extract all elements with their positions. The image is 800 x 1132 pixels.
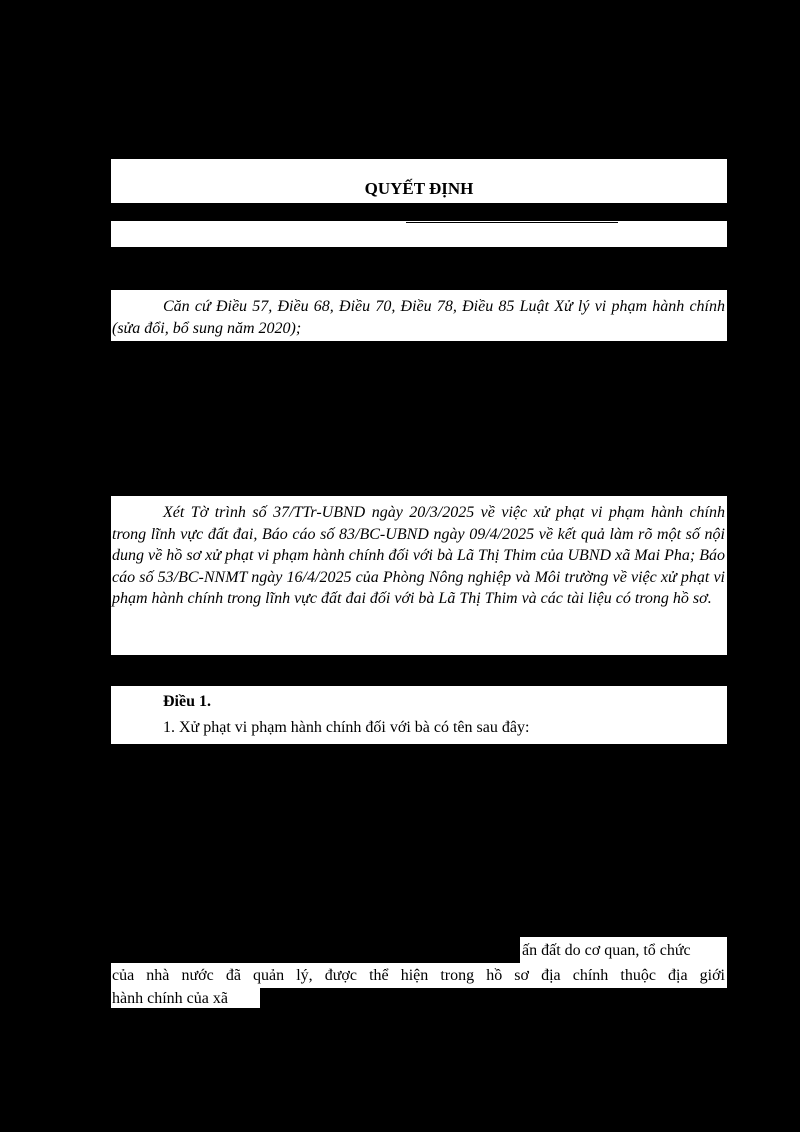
consideration-paragraph: Xét Tờ trình số 37/TTr-UBND ngày 20/3/2025 về việc xử phạt vi phạm hành chính trong lĩnh vực đất đai, Báo cáo số 83/BC-UBND ngày 09/4/2025 về kết quả làm rõ một số nội dung về hồ sơ xử phạt vi phạm hành chính đối với bà Lã Thị Thim của UBND xã Mai Pha; Báo cáo số 53/BC-NNMT ngày 16/4/2025 của Phòng Nông nghiệp và Môi trường về việc xử phạt vi phạm hành chính trong lĩnh vực đất đai đối với bà Lã Thị Thim và các tài liệu có trong hồ sơ.: [112, 504, 725, 607]
decision-title: QUYẾT ĐỊNH: [364, 179, 474, 198]
text-fragment-3: hành chính của xã: [112, 990, 228, 1007]
title-underline: [406, 222, 618, 223]
title-block: [111, 159, 727, 203]
text-fragment-2: của nhà nước đã quản lý, được thể hiện trong hồ sơ địa chính thuộc địa giới: [112, 967, 725, 984]
text-fragment-3-block: [111, 988, 260, 1008]
article-1-heading: Điều 1.: [163, 693, 211, 710]
text-fragment-2-block: [111, 963, 727, 988]
article-1-block: [111, 686, 727, 744]
legal-basis-paragraph-block: [111, 290, 727, 341]
text-fragment-1-block: [520, 937, 727, 963]
legal-basis-paragraph: Căn cứ Điều 57, Điều 68, Điều 70, Điều 78, Điều 85 Luật Xử lý vi phạm hành chính (sửa đổi, bổ sung năm 2020);: [112, 298, 725, 337]
text-fragment-1: ấn đất do cơ quan, tổ chức: [522, 942, 691, 959]
article-1-item-1: 1. Xử phạt vi phạm hành chính đối với bà có tên sau đây:: [163, 719, 530, 736]
consideration-paragraph-block: [111, 496, 727, 655]
title-rule-block: [111, 221, 727, 247]
